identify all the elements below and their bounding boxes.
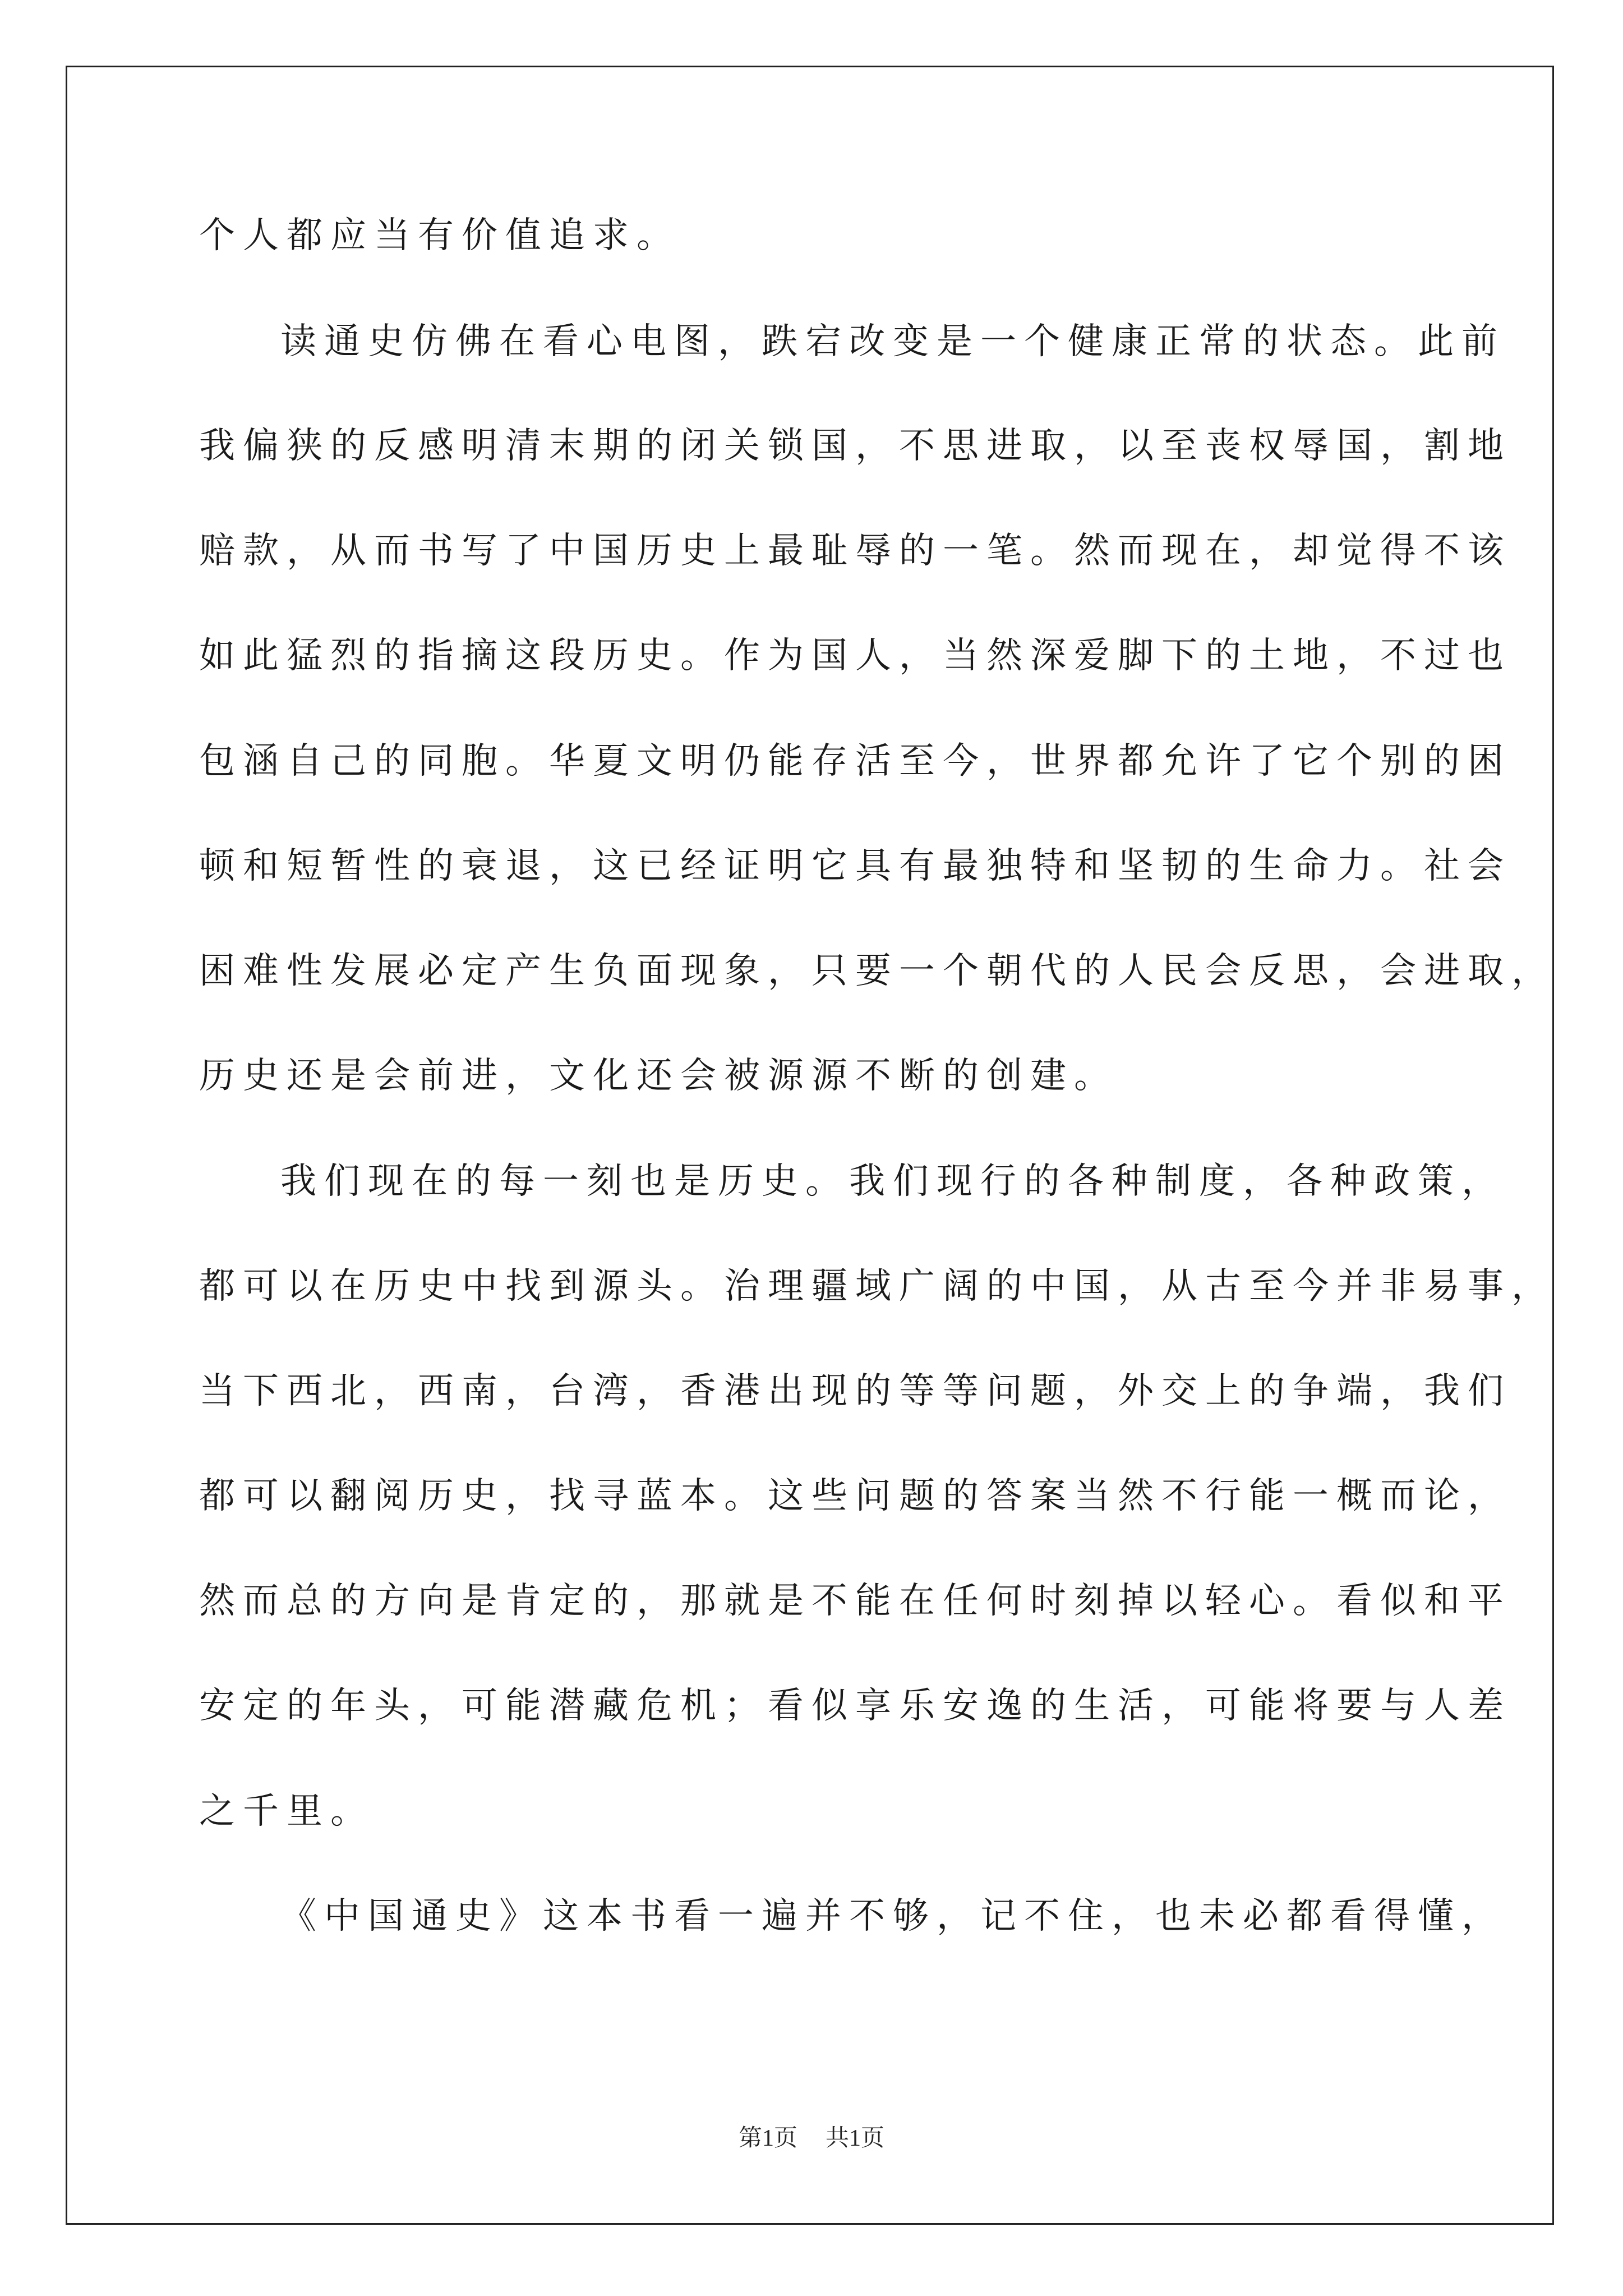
text-line-6: 包涵自己的同胞。华夏文明仍能存活至今，世界都允许了它个别的困	[199, 740, 1511, 782]
text-line-16: 之千里。	[199, 1791, 374, 1832]
text-line-7: 顿和短暂性的衰退，这已经证明它具有最独特和坚韧的生命力。社会	[199, 845, 1511, 887]
text-line-9: 历史还是会前进，文化还会被源源不断的创建。	[199, 1055, 1118, 1097]
text-line-13: 都可以翻阅历史，找寻蓝本。这些问题的答案当然不行能一概而论，	[199, 1475, 1511, 1517]
text-line-15: 安定的年头，可能潜藏危机；看似享乐安逸的生活，可能将要与人差	[199, 1685, 1511, 1727]
text-line-2: 读通史仿佛在看心电图，跌宕改变是一个健康正常的状态。此前	[280, 321, 1505, 362]
text-line-5: 如此猛烈的指摘这段历史。作为国人，当然深爱脚下的土地，不过也	[199, 635, 1511, 677]
text-line-4: 赔款，从而书写了中国历史上最耻辱的一笔。然而现在，却觉得不该	[199, 530, 1511, 572]
text-line-12: 当下西北，西南，台湾，香港出现的等等问题，外交上的争端，我们	[199, 1370, 1511, 1412]
text-line-8: 困难性发展必定产生负面现象，只要一个朝代的人民会反思，会进取，	[199, 950, 1555, 992]
text-line-1: 个人都应当有价值追求。	[199, 215, 680, 256]
page-number: 第1页	[738, 2125, 797, 2151]
page-footer	[0, 2124, 1623, 2152]
page-total: 共1页	[826, 2125, 885, 2151]
text-line-11: 都可以在历史中找到源头。治理疆域广阔的中国，从古至今并非易事，	[199, 1266, 1555, 1307]
text-line-10: 我们现在的每一刻也是历史。我们现行的各种制度，各种政策，	[280, 1161, 1505, 1202]
text-line-3: 我偏狭的反感明清末期的闭关锁国，不思进取，以至丧权辱国，割地	[199, 425, 1511, 467]
text-line-14: 然而总的方向是肯定的，那就是不能在任何时刻掉以轻心。看似和平	[199, 1580, 1511, 1622]
text-line-17: 《中国通史》这本书看一遍并不够，记不住，也未必都看得懂，	[280, 1895, 1505, 1937]
